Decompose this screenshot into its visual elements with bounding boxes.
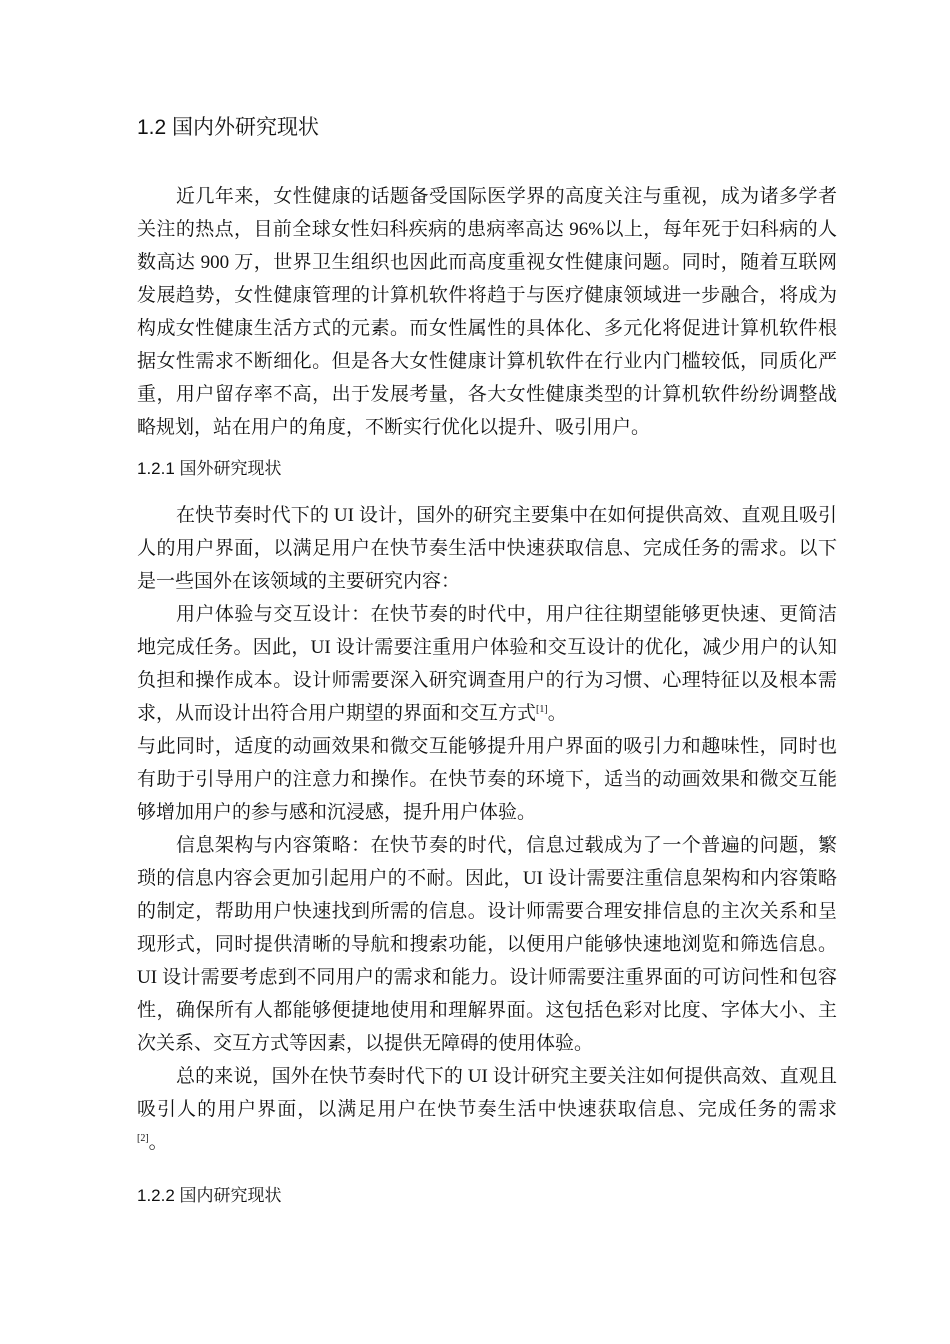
text-line <box>137 598 837 631</box>
line-text: 信息架构与内容策略：在快节奏的时代，信息过载成为了一个普遍的问题，繁 <box>176 835 837 856</box>
text-line <box>137 411 837 444</box>
line-text: 总的来说，国外在快节奏时代下的 UI 设计研究主要关注如何提供高效、直观且 <box>176 1066 837 1087</box>
citation-ref: [2] <box>137 1133 149 1144</box>
line-text: 次关系、交互方式等因素，以提供无障碍的使用体验。 <box>137 1033 594 1054</box>
subsection-heading: 1.2.2 国内研究现状 <box>137 1186 282 1205</box>
line-text: 构成女性健康生活方式的元素。而女性属性的具体化、多元化将促进计算机软件根 <box>137 318 837 339</box>
text-line <box>137 180 837 213</box>
line-text: 用户体验与交互设计：在快节奏的时代中，用户往往期望能够更快速、更简洁 <box>176 604 837 625</box>
line-text: 与此同时，适度的动画效果和微交互能够提升用户界面的吸引力和趣味性，同时也 <box>137 736 837 757</box>
section <box>137 111 837 444</box>
line-text: 求，从而设计出符合用户期望的界面和交互方式 <box>137 703 537 724</box>
line-text: 琐的信息内容会更加引起用户的不耐。因此，UI 设计需要注重信息架构和内容策略 <box>137 868 837 889</box>
line-text: 数高达 900 万，世界卫生组织也因此而高度重视女性健康问题。同时，随着互联网 <box>137 252 837 273</box>
text-line <box>137 829 837 862</box>
line-tail: 。 <box>547 703 567 724</box>
line-text: 的制定，帮助用户快速找到所需的信息。设计师需要合理安排信息的主次关系和呈 <box>137 901 837 922</box>
text-line <box>137 499 837 532</box>
text-line <box>137 213 837 246</box>
line-text: 略规划，站在用户的角度，不断实行优化以提升、吸引用户。 <box>137 417 651 438</box>
text-line <box>137 862 837 895</box>
section <box>137 454 837 1159</box>
text-line <box>137 994 837 1027</box>
text-line <box>137 664 837 697</box>
text-line <box>137 796 837 829</box>
text-line <box>137 1126 837 1159</box>
line-text: 现形式，同时提供清晰的导航和搜索功能，以便用户能够快速地浏览和筛选信息。 <box>137 934 837 955</box>
document-page <box>137 111 837 1211</box>
citation-ref: [1] <box>536 704 548 715</box>
text-line <box>137 279 837 312</box>
line-text: 吸引人的用户界面，以满足用户在快节奏生活中快速获取信息、完成任务的需求 <box>137 1099 837 1120</box>
line-text: 重，用户留存率不高，出于发展考量，各大女性健康类型的计算机软件纷纷调整战 <box>137 384 837 405</box>
text-line <box>137 730 837 763</box>
line-text: 够增加用户的参与感和沉浸感，提升用户体验。 <box>137 802 537 823</box>
text-line <box>137 345 837 378</box>
paragraph <box>137 829 837 1060</box>
line-text: 关注的热点，目前全球女性妇科疾病的患病率高达 96%以上，每年死于妇科病的人 <box>137 219 837 240</box>
text-line <box>137 378 837 411</box>
section <box>137 1181 837 1211</box>
line-text: 是一些国外在该领域的主要研究内容： <box>137 571 461 592</box>
line-text: UI 设计需要考虑到不同用户的需求和能力。设计师需要注重界面的可访问性和包容 <box>137 967 837 988</box>
text-line <box>137 631 837 664</box>
text-line <box>137 312 837 345</box>
text-line <box>137 895 837 928</box>
line-text: 地完成任务。因此，UI 设计需要注重用户体验和交互设计的优化，减少用户的认知 <box>137 637 837 658</box>
section-heading: 1.2 国内外研究现状 <box>137 116 320 139</box>
text-line <box>137 1027 837 1060</box>
text-line <box>137 763 837 796</box>
line-tail: 。 <box>148 1132 168 1153</box>
paragraph <box>137 180 837 444</box>
paragraph <box>137 730 837 829</box>
line-text: 人的用户界面，以满足用户在快节奏生活中快速获取信息、完成任务的需求。以下 <box>137 538 837 559</box>
line-text: 近几年来，女性健康的话题备受国际医学界的高度关注与重视，成为诸多学者 <box>176 186 837 207</box>
text-line <box>137 1093 837 1126</box>
line-text: 性，确保所有人都能够便捷地使用和理解界面。这包括色彩对比度、字体大小、主 <box>137 1000 837 1021</box>
line-text: 负担和操作成本。设计师需要深入研究调查用户的行为习惯、心理特征以及根本需 <box>137 670 837 691</box>
line-text: 有助于引导用户的注意力和操作。在快节奏的环境下，适当的动画效果和微交互能 <box>137 769 837 790</box>
text-line <box>137 928 837 961</box>
line-text: 在快节奏时代下的 UI 设计，国外的研究主要集中在如何提供高效、直观且吸引 <box>176 505 837 526</box>
text-line <box>137 565 837 598</box>
subsection-heading: 1.2.1 国外研究现状 <box>137 459 282 478</box>
text-line <box>137 961 837 994</box>
text-line <box>137 697 837 730</box>
paragraph <box>137 499 837 598</box>
line-text: 据女性需求不断细化。但是各大女性健康计算机软件在行业内门槛较低，同质化严 <box>137 351 837 372</box>
text-line <box>137 532 837 565</box>
paragraph <box>137 1060 837 1159</box>
text-line <box>137 246 837 279</box>
text-line <box>137 1060 837 1093</box>
line-text: 发展趋势，女性健康管理的计算机软件将趋于与医疗健康领域进一步融合，将成为 <box>137 285 837 306</box>
paragraph <box>137 598 837 730</box>
